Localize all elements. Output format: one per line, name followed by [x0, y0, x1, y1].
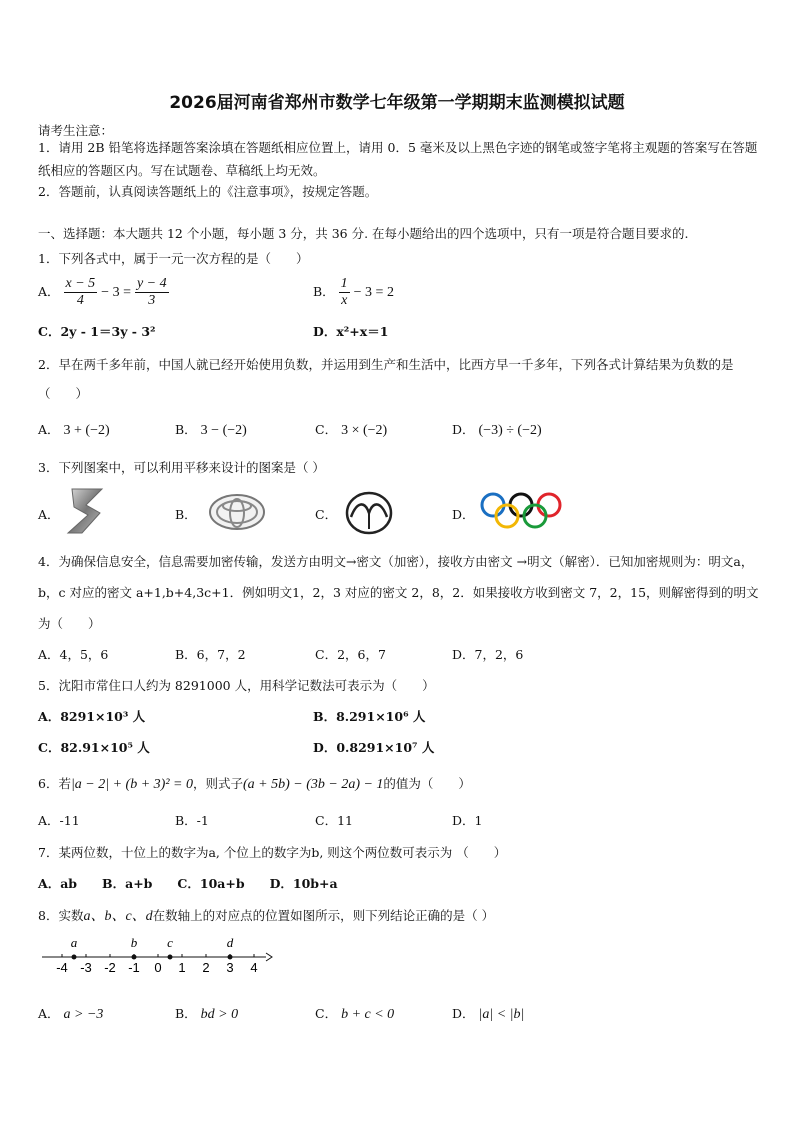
q6-condition: |a − 2| + (b + 3)² = 0: [70, 777, 193, 792]
q2-option-d-expr: (−3) ÷ (−2): [478, 423, 542, 438]
notice-item-2: 2．答题前，认真阅读答题纸上的《注意事项》，按规定答题。: [38, 184, 378, 199]
q2-option-b-expr: 3 − (−2): [200, 423, 247, 438]
q6-middle: ，则式子: [192, 776, 243, 791]
q1-b-rest: − 3 = 2: [353, 285, 394, 300]
axis-tick-label: -4: [56, 960, 68, 975]
q4-option-c: C．2，6，7: [315, 647, 386, 662]
q8-option-c-label: C．: [315, 1006, 338, 1021]
q8-option-b-expr: bd > 0: [200, 1007, 239, 1022]
q2-option-b-label: B．: [175, 422, 197, 437]
q6-option-a: A．-11: [38, 813, 80, 828]
q5-option-d: D．0.8291×10⁷ 人: [313, 740, 435, 755]
point-a: [72, 955, 77, 960]
q1-option-b-label: B．: [313, 284, 335, 299]
q2-option-d-label: D．: [452, 422, 475, 437]
q1-a-den-2: 3: [148, 293, 156, 308]
q5-option-a: A．8291×10³ 人: [38, 709, 146, 724]
question-1-stem: 1．下列各式中，属于一元一次方程的是（ ）: [38, 251, 309, 266]
axis-tick-label: 2: [202, 960, 210, 975]
q2-option-c: [315, 420, 387, 439]
question-5-stem: 5．沈阳市常住口人约为 8291000 人，用科学记数法可表示为（ ）: [38, 678, 435, 693]
q5-option-c: C．82.91×10⁵ 人: [38, 740, 150, 755]
olympic-rings-icon: [479, 491, 563, 531]
axis-tick-label: -1: [128, 960, 140, 975]
point-label-c: c: [167, 935, 173, 950]
axis-tick-label: 4: [250, 960, 258, 975]
q1-b-num: 1: [340, 276, 348, 291]
q8-option-d-label: D．: [452, 1006, 475, 1021]
q1-a-fraction-2: [135, 276, 169, 309]
q1-option-b: [313, 276, 394, 309]
axis-tick-label: -3: [80, 960, 92, 975]
q3-option-b-label: B．: [175, 507, 197, 522]
q3-option-c-label: C．: [315, 507, 338, 522]
point-label-d: d: [226, 935, 234, 950]
axis-tick-label: 1: [178, 960, 186, 975]
question-2-stem: 2．早在两千多年前，中国人就已经开始使用负数，并运用到生产和生活中，比西方早一千多年，下列各式计算结果为负数的是（ ）: [38, 357, 734, 401]
q4-option-b: B．6，7，2: [175, 647, 246, 662]
notice-item-1: 1．请用 2B 铅笔将选择题答案涂填在答题纸相应位置上，请用 0．5 毫米及以上黑色字迹的钢笔或签字笔将主观题的答案写在答题纸相应的答题区内。写在试题卷、草稿纸上均无效。: [38, 140, 758, 178]
q1-a-mid: − 3 =: [101, 285, 131, 300]
toyota-logo-icon: [208, 493, 266, 531]
q3-option-a-label: A．: [38, 507, 60, 522]
q6-prefix: 6．若: [38, 776, 71, 791]
mazda-logo-icon: [345, 491, 393, 535]
q3-option-d-label: D．: [452, 507, 475, 522]
q8-option-b-label: B．: [175, 1006, 197, 1021]
axis-arrow-icon: [266, 953, 272, 961]
q4-option-d: D．7，2，6: [452, 647, 524, 662]
question-6-stem: [38, 774, 471, 793]
notice-heading: 请考生注意：: [38, 123, 114, 138]
q1-a-num-2: y − 4: [136, 276, 167, 291]
q6-expression: (a + 5b) − (3b − 2a) − 1: [242, 777, 384, 792]
q2-option-a-label: A．: [38, 422, 60, 437]
point-label-a: a: [70, 935, 78, 950]
q2-option-a: [38, 420, 110, 439]
q8-stem-prefix: 8．实数: [38, 908, 84, 923]
q8-option-a-expr: a > −3: [63, 1007, 104, 1022]
q7-options: A．ab B．a+b C．10a+b D．10b+a: [38, 876, 338, 891]
q8-option-c-expr: b + c < 0: [341, 1007, 395, 1022]
q8-option-d: [452, 1004, 524, 1023]
page-title: 2026届河南省郑州市数学七年级第一学期期末监测模拟试题: [169, 93, 625, 113]
q6-option-d: D．1: [452, 813, 483, 828]
q1-a-fraction-1: [64, 276, 98, 309]
q1-option-d: D．x²+x＝1: [313, 324, 389, 339]
q8-option-c: [315, 1004, 394, 1023]
section-heading: 一、选择题：本大题共 12 个小题，每小题 3 分，共 36 分. 在每小题给出的四个选项中，只有一项是符合题目要求的.: [38, 226, 689, 241]
q8-variables: a、b、c、d: [83, 909, 153, 924]
q2-option-b: [175, 420, 247, 439]
q2-option-d: [452, 420, 542, 439]
q6-option-b: B．-1: [175, 813, 209, 828]
q1-b-fraction: [339, 276, 350, 309]
suzuki-logo-icon: [64, 487, 108, 537]
question-4-stem: 4．为确保信息安全，信息需要加密传输，发送方由明文→密文（加密），接收方由密文 →明文（解密）．已知加密规则为：明文a，b，c 对应的密文 a+1,b+4,3c+1．例如明文1，2，3 对应的密文 2，8，2．如果接收方收到密文 7，2，15，则解密得到的明文为（ ）: [38, 554, 759, 631]
point-label-b: b: [130, 935, 138, 950]
q1-option-a-label: A．: [38, 284, 60, 299]
point-d: [228, 955, 233, 960]
point-b: [132, 955, 137, 960]
q1-a-den-1: 4: [76, 293, 84, 308]
number-line-figure: [38, 932, 278, 978]
q8-option-a: [38, 1004, 103, 1023]
axis-tick-label: 0: [154, 960, 162, 975]
q2-option-c-expr: 3 × (−2): [341, 423, 388, 438]
q1-option-a: [38, 276, 169, 309]
q2-option-a-expr: 3 + (−2): [63, 423, 110, 438]
question-7-stem: 7．某两位数，十位上的数字为a, 个位上的数字为b, 则这个两位数可表示为 （ ）: [38, 845, 507, 860]
axis-tick-label: -2: [104, 960, 116, 975]
q8-option-a-label: A．: [38, 1006, 60, 1021]
q5-option-b: B．8.291×10⁶ 人: [313, 709, 426, 724]
question-8-stem: [38, 905, 494, 925]
question-3-stem: 3．下列图案中，可以利用平移来设计的图案是（ ）: [38, 460, 325, 475]
q8-option-b: [175, 1004, 238, 1023]
q4-option-a: A．4，5，6: [38, 647, 109, 662]
q6-option-c: C．11: [315, 813, 353, 828]
axis-tick-label: 3: [226, 960, 234, 975]
q8-stem-suffix: 在数轴上的对应点的位置如图所示，则下列结论正确的是（ ）: [152, 908, 495, 923]
q1-a-num-1: x − 5: [65, 276, 96, 291]
point-c: [168, 955, 173, 960]
q8-option-d-expr: |a| < |b|: [478, 1007, 525, 1022]
q1-option-c: C．2y - 1＝3y - 3²: [38, 324, 156, 339]
q1-b-den: x: [341, 293, 348, 308]
q2-option-c-label: C．: [315, 422, 338, 437]
q6-suffix: 的值为（ ）: [383, 776, 471, 791]
